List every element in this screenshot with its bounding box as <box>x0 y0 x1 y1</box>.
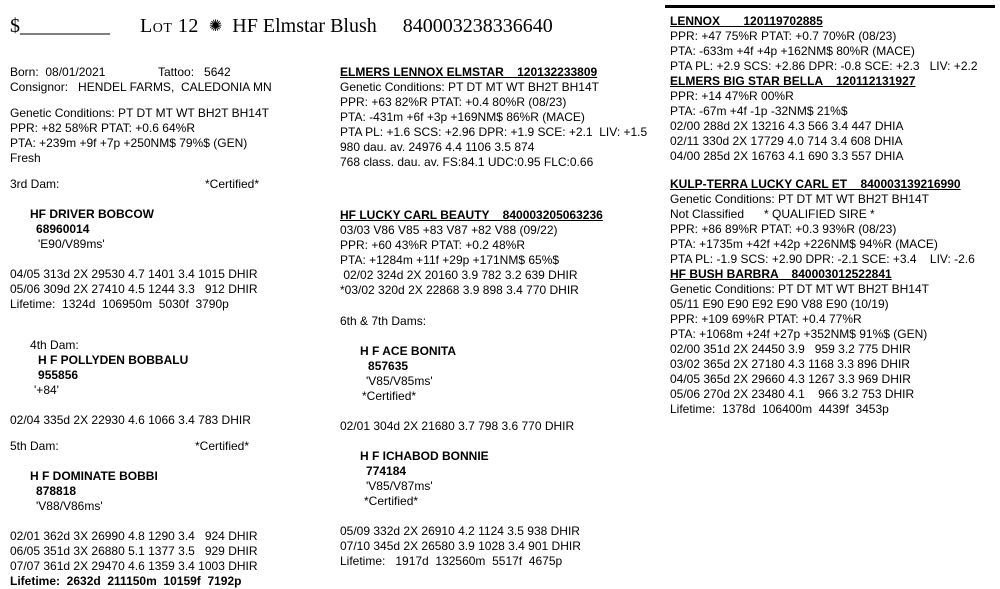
barbra-lifetime: Lifetime: 1378d 106400m 4439f 3453p <box>670 402 889 416</box>
barbra-score: 05/11 E90 E90 E92 E90 V88 E90 (10/19) <box>670 297 889 311</box>
dam3-name-row <box>10 192 330 267</box>
carl-name: KULP-TERRA LUCKY CARL ET 840003139216990 <box>670 177 961 191</box>
dam7-record-1: 05/09 332d 2X 26910 4.2 1124 3.5 938 DHIR <box>340 524 580 538</box>
dam6-certified: *Certified* <box>362 389 417 403</box>
barbra-record-3: 04/05 365d 2X 29660 4.3 1267 3.3 969 DHIR <box>670 372 911 386</box>
consignor: Consignor: HENDEL FARMS, CALEDONIA MN <box>10 80 272 94</box>
dam4-name: H F POLLYDEN BOBBALU <box>38 353 189 367</box>
dam5-record-2: 06/05 351d 3X 26880 5.1 1377 3.5 929 DHIR <box>10 544 258 558</box>
dam6-record-1: 02/01 304d 2X 21680 3.7 798 3.6 770 DHIR <box>340 419 575 433</box>
bella-record-3: 04/00 285d 2X 16763 4.1 690 3.3 557 DHIA <box>670 149 904 163</box>
dam4-record-1: 02/04 335d 2X 22930 4.6 1066 3.4 783 DHIR <box>10 413 251 427</box>
dam6-score: 'V85/V85ms' <box>366 374 433 388</box>
dam-name: HF LUCKY CARL BEAUTY 840003205063236 <box>340 208 603 222</box>
dam3-reg: 68960014 <box>36 222 90 236</box>
carl-ppr: PPR: +86 89%R PTAT: +0.3 93%R (08/23) <box>670 222 897 236</box>
dam6-name: H F ACE BONITA <box>360 344 457 358</box>
dam5-label-row <box>10 439 330 454</box>
sire-pta-pl: PTA PL: +1.6 SCS: +2.96 DPR: +1.9 SCE: +2.1 LIV: +1.5 <box>340 125 648 139</box>
dam-pta: PTA: +1284m +11f +29p +171NM$ 65%$ <box>340 253 560 267</box>
dam5-name: H F DOMINATE BOBBI <box>30 469 158 483</box>
dam6-reg: 857635 <box>368 359 409 373</box>
dam7-reg: 774184 <box>366 464 407 478</box>
carl-pta: PTA: +1735m +42f +42p +226NM$ 94%R (MACE) <box>670 237 938 251</box>
dam3-label: 3rd Dam: <box>10 177 60 191</box>
bella-pta: PTA: -67m +4f -1p -32NM$ 21%$ <box>670 104 848 118</box>
right-column <box>670 14 1000 417</box>
barbra-pta: PTA: +1068m +24f +27p +352NM$ 91%$ (GEN) <box>670 327 928 341</box>
animal-name: HF Elmstar Blush <box>232 14 377 37</box>
sire-pta: PTA: -431m +6f +3p +169NM$ 86%R (MACE) <box>340 110 585 124</box>
bella-name: ELMERS BIG STAR BELLA 120112131927 <box>670 74 916 88</box>
price-blank: $_________ <box>10 14 110 37</box>
barbra-genetic-conditions: Genetic Conditions: PT DT MT WT BH2T BH14T <box>670 282 929 296</box>
sire-daughters: 980 dau. av. 24976 4.4 1106 3.5 874 <box>340 140 535 154</box>
dam4-row <box>10 323 330 413</box>
dam5-score: 'V88/V86ms' <box>36 499 103 513</box>
dam4-score: '+84' <box>34 383 59 397</box>
dam-score: 03/03 V86 V85 +83 V87 +82 V88 (09/22) <box>340 223 558 237</box>
carl-pta-pl: PTA PL: -1.9 SCS: +2.90 DPR: -2.1 SCE: +3.4 LIV: -2.6 <box>670 252 975 266</box>
dam7-name-row <box>340 434 660 524</box>
lennox-name: LENNOX 120119702885 <box>670 14 823 28</box>
dam3-score: 'E90/V89ms' <box>38 237 105 251</box>
lot-header <box>10 10 660 42</box>
dam7-certified: *Certified* <box>364 494 419 508</box>
bella-ppr: PPR: +14 47%R 00%R <box>670 89 794 103</box>
dams-label: 6th & 7th Dams: <box>340 314 427 328</box>
carl-genetic-conditions: Genetic Conditions: PT DT MT WT BH2T BH14T <box>670 192 929 206</box>
dam5-lifetime: Lifetime: 2632d 211150m 10159f 7192p <box>10 574 242 588</box>
barbra-record-4: 05/06 270d 2X 23480 4.1 966 3.2 753 DHIR <box>670 387 915 401</box>
dam7-record-2: 07/10 345d 2X 26580 3.9 1028 3.4 901 DHIR <box>340 539 581 553</box>
barbra-name: HF BUSH BARBRA 840003012522841 <box>670 267 892 281</box>
lennox-pta: PTA: -633m +4f +4p +162NM$ 80%R (MACE) <box>670 44 915 58</box>
dam6-name-row <box>340 329 660 419</box>
carl-classification: Not Classified * QUALIFIED SIRE * <box>670 207 875 221</box>
sire-classified-daughters: 768 class. dau. av. FS:84.1 UDC:0.95 FLC:0.66 <box>340 155 594 169</box>
dam7-score: 'V85/V87ms' <box>366 479 433 493</box>
dam3-lifetime: Lifetime: 1324d 106950m 5030f 3790p <box>10 297 229 311</box>
fresh: Fresh <box>10 151 41 165</box>
registration-number: 840003238336640 <box>402 14 553 37</box>
ppr: PPR: +82 58%R PTAT: +0.6 64%R <box>10 121 195 135</box>
left-column <box>10 65 330 589</box>
dam4-label: 4th Dam: <box>30 338 79 352</box>
lennox-ppr: PPR: +47 75%R PTAT: +0.7 70%R (08/23) <box>670 29 897 43</box>
dam3-certified: *Certified* <box>205 177 260 191</box>
dam3-record-2: 05/06 309d 2X 27410 4.5 1244 3.3 912 DHIR <box>10 282 258 296</box>
barbra-record-1: 02/00 351d 2X 24450 3.9 959 3.2 775 DHIR <box>670 342 911 356</box>
sire-name: ELMERS LENNOX ELMSTAR 120132233809 <box>340 65 598 79</box>
star-icon: ✺ <box>208 18 223 35</box>
dam7-name: H F ICHABOD BONNIE <box>360 449 489 463</box>
dam4-reg: 955856 <box>38 368 79 382</box>
dam5-record-1: 02/01 362d 3X 26990 4.8 1290 3.4 924 DHIR <box>10 529 258 543</box>
bella-record-1: 02/00 288d 2X 13216 4.3 566 3.4 447 DHIA <box>670 119 904 133</box>
lot-number: Lot 12 <box>140 14 199 37</box>
dam-ppr: PPR: +60 43%R PTAT: +0.2 48%R <box>340 238 525 252</box>
dam5-label: 5th Dam: <box>10 439 59 453</box>
middle-column <box>340 65 660 569</box>
sire-ppr: PPR: +63 82%R PTAT: +0.4 80%R (08/23) <box>340 95 567 109</box>
sire-genetic-conditions: Genetic Conditions: PT DT MT WT BH2T BH14T <box>340 80 599 94</box>
dam5-name-row <box>10 454 330 529</box>
barbra-record-2: 03/02 365d 2X 27180 4.3 1168 3.3 896 DHIR <box>670 357 910 371</box>
dam5-certified: *Certified* <box>195 439 250 453</box>
dam5-reg: 878818 <box>36 484 77 498</box>
dam3-record-1: 04/05 313d 2X 29530 4.7 1401 3.4 1015 DHIR <box>10 267 258 281</box>
genetic-conditions: Genetic Conditions: PT DT MT WT BH2T BH14T <box>10 106 269 120</box>
dam3-label-row <box>10 177 330 192</box>
dam-record-1: 02/02 324d 2X 20160 3.9 782 3.2 639 DHIR <box>340 268 578 282</box>
dam-record-2: *03/02 320d 2X 22868 3.9 898 3.4 770 DHIR <box>340 283 579 297</box>
lennox-pta-pl: PTA PL: +2.9 SCS: +2.86 DPR: -0.8 SCE: +2.3 LIV: +2.2 <box>670 59 978 73</box>
bella-record-2: 02/11 330d 2X 17729 4.0 714 3.4 608 DHIA <box>670 134 903 148</box>
top-rule <box>665 5 995 8</box>
tattoo: Tattoo: 5642 <box>158 65 231 79</box>
born-row <box>10 65 330 80</box>
born: Born: 08/01/2021 <box>10 65 106 79</box>
pta: PTA: +239m +9f +7p +250NM$ 79%$ (GEN) <box>10 136 248 150</box>
dam5-record-3: 07/07 361d 2X 29470 4.6 1359 3.4 1003 DHIR <box>10 559 258 573</box>
barbra-ppr: PPR: +109 69%R PTAT: +0.4 77%R <box>670 312 862 326</box>
dam3-name: HF DRIVER BOBCOW <box>30 207 155 221</box>
dam7-lifetime: Lifetime: 1917d 132560m 5517f 4675p <box>340 554 563 568</box>
